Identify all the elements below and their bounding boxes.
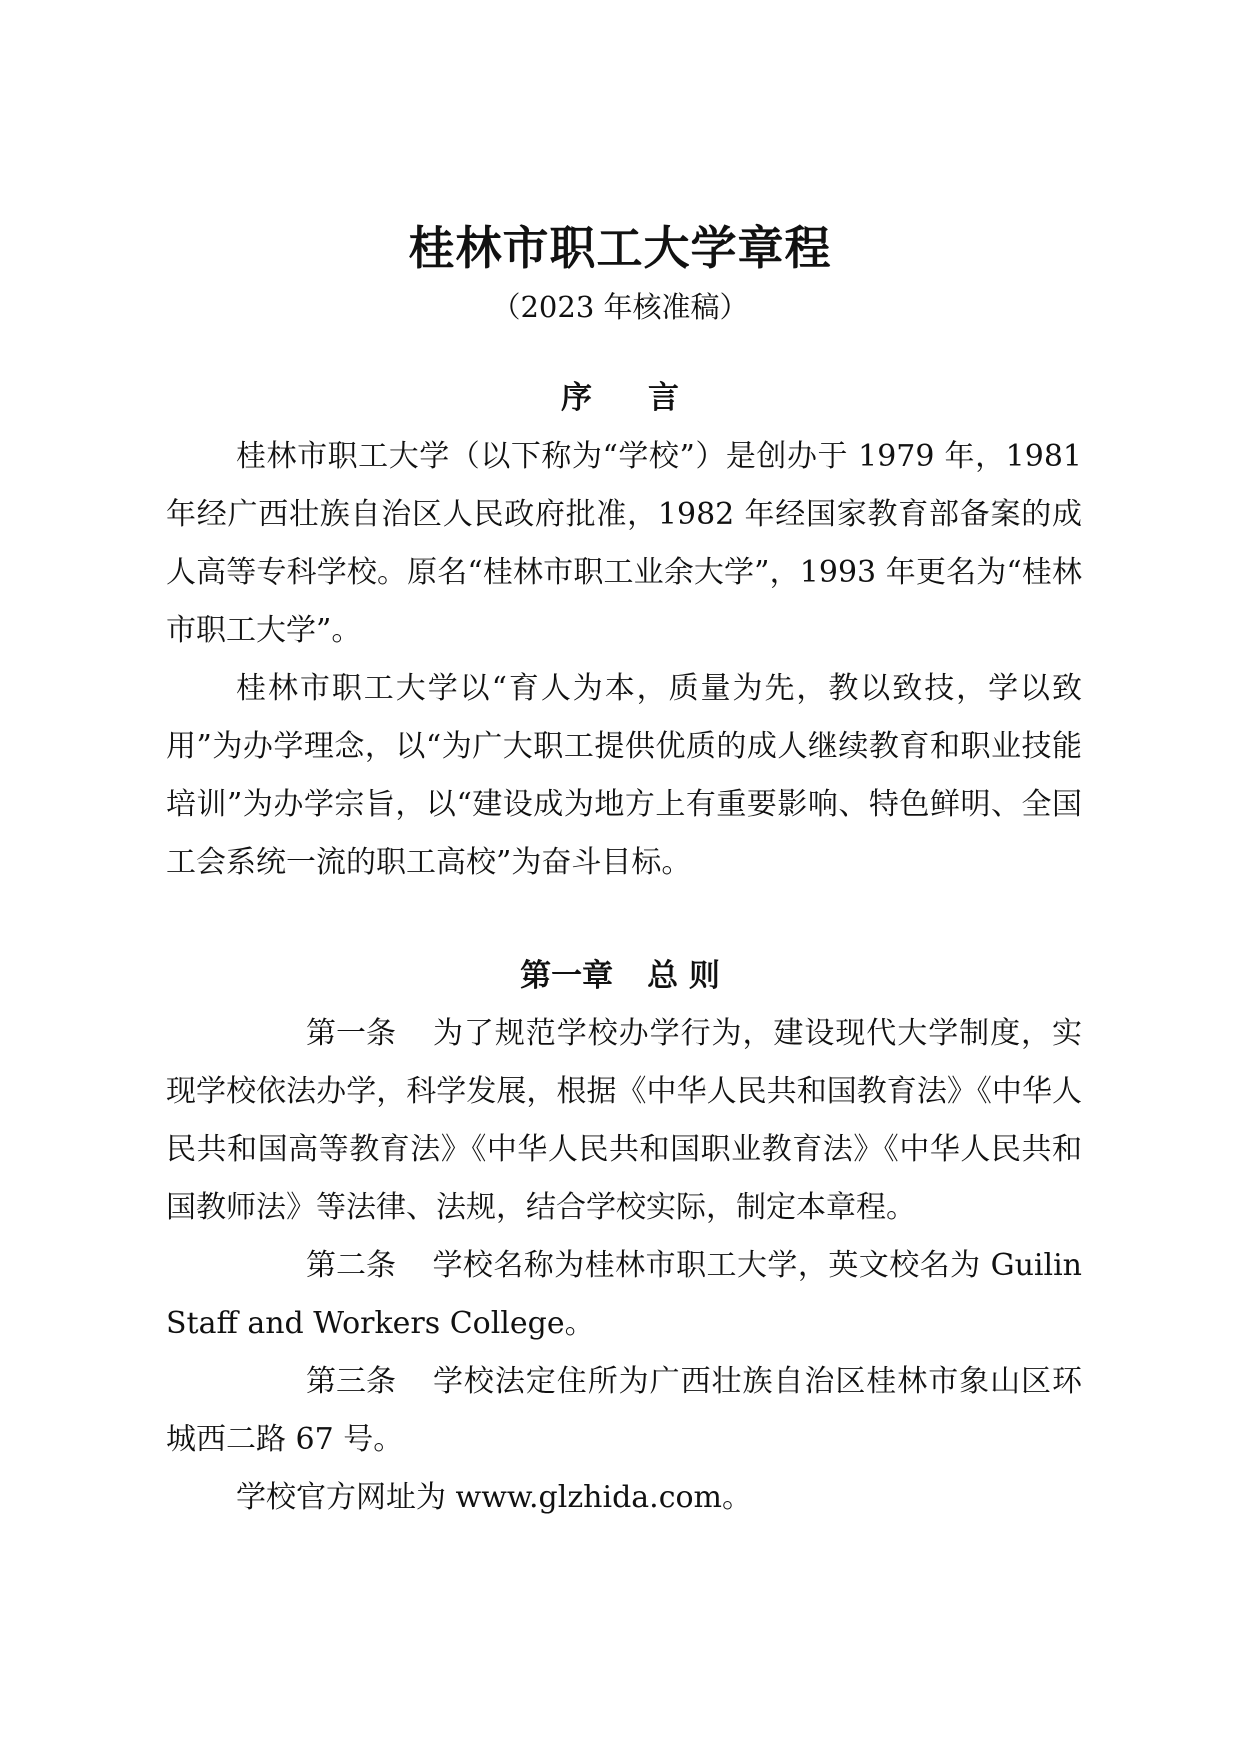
article-3 (166, 1353, 1082, 1469)
article-text: 学校名称为桂林市职工大学，英文校名为 Guilin Staff and Workers College。 (166, 1248, 1082, 1341)
chapter-heading (0, 950, 1240, 995)
chapter-number: 第一章 (520, 958, 614, 994)
preface-paragraph-2: 桂林市职工大学以“育人为本，质量为先，教以致技，学以致用”为办学理念，以“为广大职工提供优质的成人继续教育和职业技能培训”为办学宗旨，以“建设成为地方上有重要影响、特色鲜明、全国工会系统一流的职工高校”为奋斗目标。 (166, 671, 1082, 880)
article-1 (166, 1005, 1082, 1237)
preface-paragraph-1: 桂林市职工大学（以下称为“学校”）是创办于 1979 年，1981 年经广西壮族自治区人民政府批准，1982 年经国家教育部备案的成人高等专科学校。原名“桂林市职工业余大学”，1993 年更名为“桂林市职工大学”。 (166, 439, 1082, 648)
chapter-section (166, 1005, 1082, 1527)
website-line: 学校官方网址为 www.glzhida.com。 (236, 1480, 753, 1515)
document-title: 桂林市职工大学章程 (408, 221, 832, 275)
preface-heading: 序言 (561, 380, 735, 416)
article-label: 第三条 (306, 1364, 396, 1399)
article-label: 第二条 (306, 1248, 396, 1283)
article-text: 学校法定住所为广西壮族自治区桂林市象山区环城西二路 67 号。 (166, 1364, 1082, 1457)
article-2 (166, 1237, 1082, 1353)
document-subtitle: （2023 年核准稿） (491, 290, 749, 324)
chapter-name: 总 则 (647, 958, 720, 994)
article-text: 为了规范学校办学行为，建设现代大学制度，实现学校依法办学，科学发展，根据《中华人民共和国教育法》《中华人民共和国高等教育法》《中华人民共和国职业教育法》《中华人民共和国教师法》等法律、法规，结合学校实际，制定本章程。 (166, 1016, 1082, 1225)
article-label: 第一条 (306, 1016, 396, 1051)
preface-section (166, 428, 1082, 892)
